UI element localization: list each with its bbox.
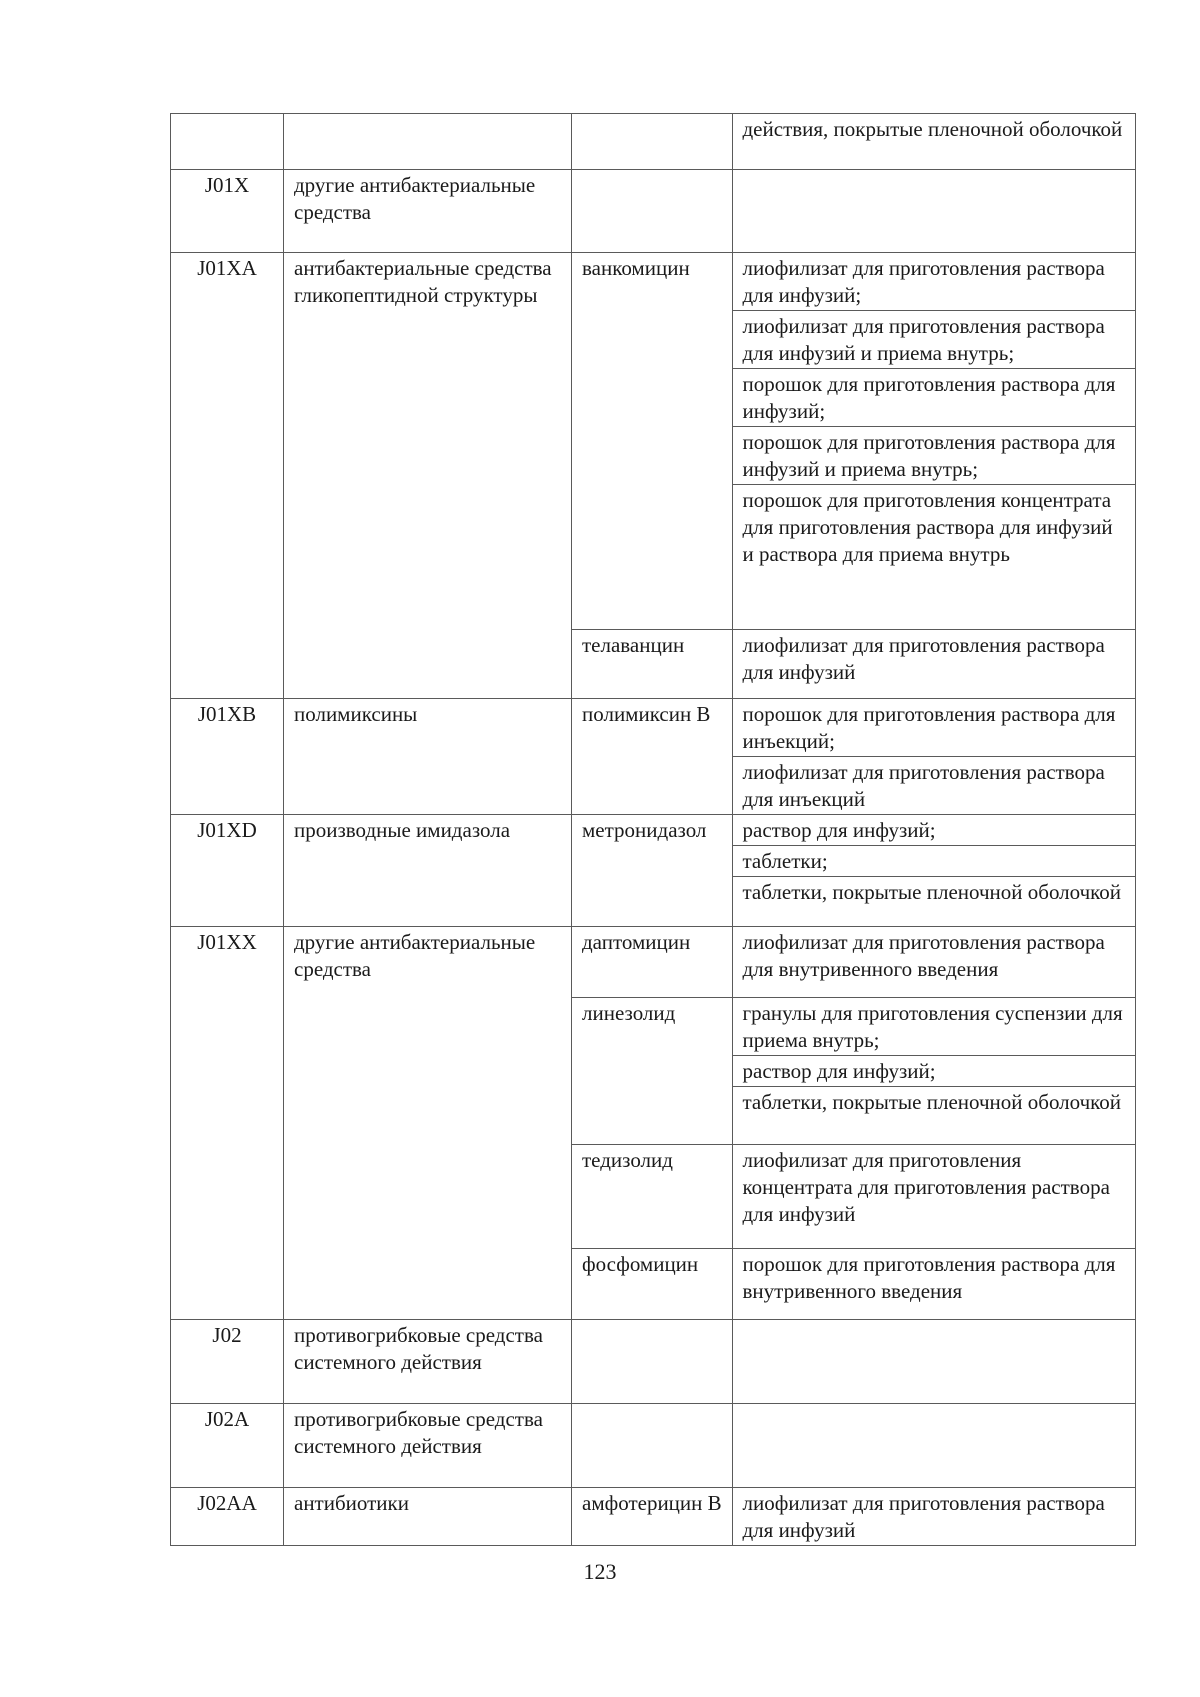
drug-subtable — [572, 927, 1135, 1319]
dosage-form: лиофилизат для приготовления раствора для инфузий; — [733, 253, 1136, 311]
dosage-form: порошок для приготовления раствора для инфузий; — [733, 369, 1136, 427]
drug-name-cell — [572, 630, 732, 698]
drug-row — [572, 1144, 1135, 1248]
atc-code: J02A — [204, 1407, 250, 1431]
drug-row — [572, 1320, 1135, 1403]
group-name: другие антибактериальные средства — [294, 173, 536, 224]
group-name: производные имидазола — [294, 818, 511, 842]
table-row — [171, 1320, 1136, 1404]
drug-forms-cell — [572, 253, 1136, 699]
group-name-cell — [284, 253, 572, 699]
dosage-forms-cell — [732, 1488, 1135, 1545]
group-name-cell — [284, 927, 572, 1320]
drug-name-cell — [572, 997, 732, 1144]
group-name — [294, 114, 565, 118]
dosage-forms-cell — [732, 997, 1135, 1144]
atc-code: J01XB — [197, 702, 257, 726]
table-row — [171, 699, 1136, 815]
drug-name: тедизолид — [582, 1147, 673, 1172]
atc-code-cell — [171, 927, 284, 1320]
table-body — [171, 114, 1136, 1546]
atc-code-cell — [171, 1320, 284, 1404]
atc-code-cell — [171, 114, 284, 170]
atc-code: J02AA — [197, 1491, 257, 1515]
group-name: полимиксины — [294, 702, 418, 726]
dosage-forms-cell — [732, 170, 1135, 252]
atc-code — [171, 114, 283, 118]
drug-name-cell — [572, 699, 732, 814]
dosage-forms-cell — [732, 1144, 1135, 1248]
group-name: противогрибковые средства системного действия — [294, 1323, 543, 1374]
table-row — [171, 927, 1136, 1320]
page-number: 123 — [583, 1559, 617, 1584]
drug-name: метронидазол — [582, 818, 707, 842]
atc-code-cell — [171, 1488, 284, 1546]
dosage-form: лиофилизат для приготовления раствора для инфузий и приема внутрь; — [733, 311, 1136, 369]
drug-subtable — [572, 114, 1135, 169]
drug-subtable — [572, 1320, 1135, 1403]
dosage-forms-cell — [732, 253, 1135, 630]
drug-subtable — [572, 253, 1135, 698]
atc-code: J01XA — [197, 256, 257, 280]
dosage-form — [733, 1404, 1136, 1407]
drug-forms-cell — [572, 815, 1136, 927]
atc-code-cell — [171, 170, 284, 253]
group-name-cell — [284, 1320, 572, 1404]
drug-row — [572, 114, 1135, 169]
group-name: антибактериальные средства гликопептидной структуры — [294, 256, 552, 307]
drug-subtable — [572, 815, 1135, 926]
dosage-form: действия, покрытые пленочной оболочкой — [742, 117, 1123, 141]
atc-code: J02 — [212, 1323, 242, 1347]
atc-code-cell — [171, 699, 284, 815]
drug-subtable — [572, 699, 1135, 814]
table-row — [171, 170, 1136, 253]
group-name-cell — [284, 114, 572, 170]
drug-name-cell — [572, 927, 732, 997]
drug-row — [572, 1404, 1135, 1487]
dosage-forms-cell — [732, 630, 1135, 698]
drug-row — [572, 815, 1135, 926]
atc-code: J01X — [204, 173, 250, 197]
group-name-cell — [284, 170, 572, 253]
dosage-form: таблетки, покрытые пленочной оболочкой — [742, 880, 1122, 904]
table-row — [171, 815, 1136, 927]
drug-subtable — [572, 1404, 1135, 1487]
dosage-forms-cell — [732, 1249, 1135, 1319]
group-name-cell — [284, 1488, 572, 1546]
group-name: другие антибактериальные средства — [294, 930, 536, 981]
atc-code: J01XD — [197, 818, 257, 842]
drug-name-cell — [572, 1404, 732, 1487]
dosage-forms-cell — [732, 927, 1135, 997]
table-row — [171, 253, 1136, 699]
table-row — [171, 114, 1136, 170]
dosage-form: гранулы для приготовления суспензии для приема внутрь; — [733, 998, 1136, 1056]
drug-name: полимиксин В — [582, 702, 711, 726]
drug-name-cell — [572, 114, 732, 169]
drug-name: даптомицин — [582, 930, 691, 954]
drug-subtable — [572, 1488, 1135, 1545]
table-row — [171, 1404, 1136, 1488]
drug-name: амфотерицин В — [582, 1491, 722, 1515]
drug-name-cell — [572, 1320, 732, 1403]
dosage-forms-cell — [732, 699, 1135, 814]
dosage-form: лиофилизат для приготовления раствора для инфузий — [742, 633, 1105, 685]
drug-forms-cell — [572, 170, 1136, 253]
drug-row — [572, 699, 1135, 814]
dosage-form: порошок для приготовления раствора для внутривенного введения — [742, 1252, 1116, 1304]
table-row — [171, 1488, 1136, 1546]
group-name-cell — [284, 815, 572, 927]
drug-row — [572, 927, 1135, 997]
drug-name-cell — [572, 1488, 732, 1545]
drug-subtable — [572, 170, 1135, 252]
drug-forms-cell — [572, 1488, 1136, 1546]
atc-code-cell — [171, 253, 284, 699]
dosage-forms-cell — [732, 1320, 1135, 1403]
drug-forms-cell — [572, 1320, 1136, 1404]
group-name: противогрибковые средства системного действия — [294, 1407, 543, 1458]
drug-name-cell — [572, 1144, 732, 1248]
dosage-form: лиофилизат для приготовления концентрата для приготовления раствора для инфузий — [742, 1147, 1110, 1226]
dosage-form: порошок для приготовления концентрата для приготовления раствора для инфузий и раствора для приема внутрь — [742, 488, 1113, 566]
dosage-forms-cell — [732, 114, 1135, 169]
dosage-form — [733, 1320, 1136, 1323]
drug-forms-cell — [572, 699, 1136, 815]
drug-row — [572, 630, 1135, 698]
drug-name-cell — [572, 815, 732, 926]
dosage-form: раствор для инфузий; — [733, 1056, 1136, 1087]
atc-code-cell — [171, 1404, 284, 1488]
drug-name: телаванцин — [582, 633, 685, 658]
drug-row — [572, 170, 1135, 252]
drug-name: линезолид — [582, 1000, 676, 1025]
dosage-form: таблетки; — [733, 846, 1136, 877]
dosage-form: лиофилизат для приготовления раствора для инъекций — [742, 760, 1105, 811]
dosage-form: порошок для приготовления раствора для инфузий и приема внутрь; — [733, 427, 1136, 485]
atc-code-cell — [171, 815, 284, 927]
drug-name-cell — [572, 170, 732, 252]
drug-forms-cell — [572, 114, 1136, 170]
dosage-forms-cell — [732, 1404, 1135, 1487]
drug-row — [572, 253, 1135, 630]
dosage-forms-cell — [732, 815, 1135, 926]
dosage-form: порошок для приготовления раствора для инъекций; — [733, 699, 1136, 757]
dosage-form: лиофилизат для приготовления раствора для внутривенного введения — [742, 930, 1105, 981]
drug-name-cell — [572, 253, 732, 630]
group-name-cell — [284, 699, 572, 815]
drug-forms-cell — [572, 927, 1136, 1320]
drug-row — [572, 1249, 1135, 1319]
drug-table — [170, 113, 1136, 1546]
atc-code: J01XX — [197, 930, 257, 954]
dosage-form: таблетки, покрытые пленочной оболочкой — [742, 1089, 1122, 1114]
drug-row — [572, 1488, 1135, 1545]
group-name: антибиотики — [294, 1491, 409, 1515]
drug-name: ванкомицин — [582, 256, 690, 280]
dosage-form — [733, 170, 1136, 173]
group-name-cell — [284, 1404, 572, 1488]
drug-forms-cell — [572, 1404, 1136, 1488]
drug-row — [572, 997, 1135, 1144]
dosage-form: лиофилизат для приготовления раствора для инфузий — [742, 1491, 1105, 1542]
drug-name: фосфомицин — [582, 1252, 699, 1277]
drug-name-cell — [572, 1249, 732, 1319]
dosage-form: раствор для инфузий; — [733, 815, 1136, 846]
